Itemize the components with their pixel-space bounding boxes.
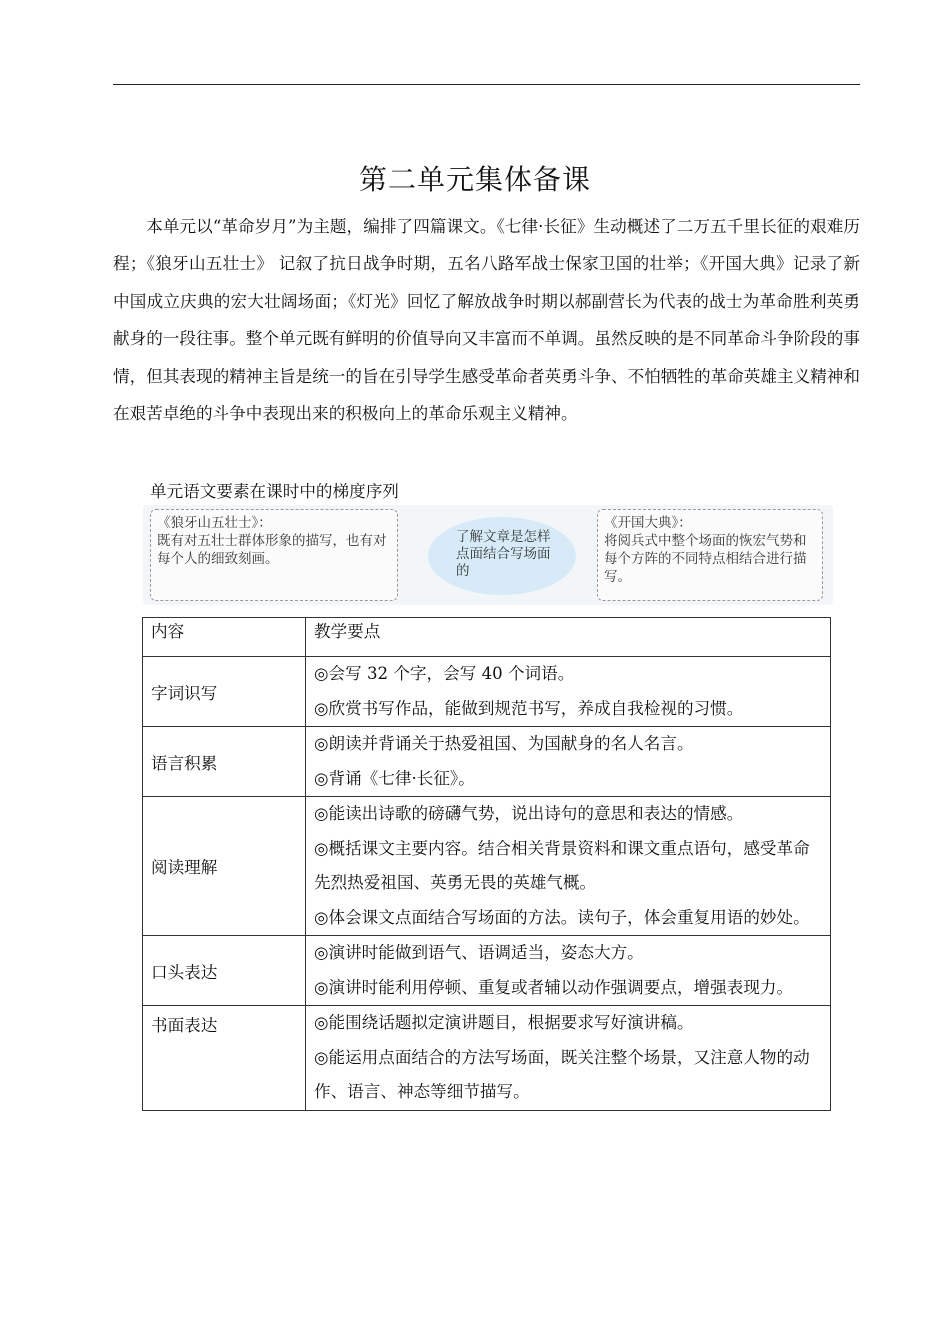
- table-header-cell: 教学要点: [306, 618, 831, 657]
- graphic-right-title: 《开国大典》：: [604, 515, 692, 531]
- table-header-cell: 内容: [143, 618, 306, 657]
- teaching-point: ◎会写 32 个字，会写 40 个词语。: [314, 664, 575, 683]
- intro-paragraph: 本单元以“革命岁月”为主题，编排了四篇课文。《七律·长征》生动概述了二万五千里长征的艰难历程；《狼牙山五壮士》 记叙了抗日战争时期，五名八路军战士保家卫国的壮举；《开国大典》记录了新中国成立庆典的宏大壮阔场面；《灯光》回忆了解放战争时期以郝副营长为代表的战士为革命胜利英勇献身的一段往事。整个单元既有鲜明的价值导向又丰富而不单调。虽然反映的是不同革命斗争阶段的事情，但其表现的精神主旨是统一的旨在引导学生感受革命者英勇斗争、不怕牺牲的革命英雄主义精神和在艰苦卓绝的斗争中表现出来的积极向上的革命乐观主义精神。: [113, 217, 860, 424]
- section-subheading: 单元语文要素在课时中的梯度序列: [150, 482, 399, 501]
- teaching-point: ◎演讲时能利用停顿、重复或者辅以动作强调要点，增强表现力。: [314, 977, 794, 997]
- teaching-point: ◎能围绕话题拟定演讲题目，根据要求写好演讲稿。: [314, 1013, 694, 1032]
- graphic-center-bubble: [428, 517, 576, 595]
- points-cell: [306, 1006, 831, 1111]
- teaching-point: ◎体会课文点面结合写场面的方法。读句子，体会重复用语的妙处。: [314, 907, 810, 927]
- category-cell: 阅读理解: [143, 797, 306, 936]
- teaching-points-table: [142, 617, 831, 1111]
- table-row: [143, 657, 831, 727]
- graphic-left-box: [150, 509, 398, 601]
- graphic-left-title: 《狼牙山五壮士》：: [157, 515, 272, 531]
- page-title: 第二单元集体备课: [358, 163, 591, 196]
- table-header-row: [143, 618, 831, 657]
- graphic-center-text: 了解文章是怎样点面结合写场面的: [456, 529, 551, 579]
- table-row: [143, 936, 831, 1006]
- points-cell: [306, 936, 831, 1006]
- category-cell: 语言积累: [143, 727, 306, 797]
- category-cell: 书面表达: [143, 1006, 306, 1111]
- gradient-sequence-graphic: [143, 505, 833, 605]
- points-cell: [306, 657, 831, 727]
- table-row: [143, 797, 831, 936]
- graphic-right-box: [597, 509, 823, 601]
- points-cell: [306, 797, 831, 936]
- table-row: [143, 1006, 831, 1111]
- graphic-right-text: 将阅兵式中整个场面的恢宏气势和每个方阵的不同特点相结合进行描写。: [604, 533, 807, 585]
- teaching-point: ◎背诵《七律·长征》。: [314, 768, 475, 788]
- table-row: [143, 727, 831, 797]
- teaching-point: ◎欣赏书写作品，能做到规范书写，养成自我检视的习惯。: [314, 698, 744, 718]
- teaching-point: ◎朗读并背诵关于热爱祖国、为国献身的名人名言。: [314, 734, 694, 753]
- teaching-point: ◎能运用点面结合的方法写场面，既关注整个场景，又注意人物的动作、语言、神态等细节描写。: [314, 1047, 810, 1101]
- header-rule: [113, 84, 860, 85]
- teaching-point: ◎概括课文主要内容。结合相关背景资料和课文重点语句，感受革命先烈热爱祖国、英勇无畏的英雄气概。: [314, 838, 810, 892]
- graphic-left-text: 既有对五壮士群体形象的描写，也有对每个人的细致刻画。: [157, 533, 387, 567]
- teaching-point: ◎能读出诗歌的磅礴气势，说出诗句的意思和表达的情感。: [314, 804, 744, 823]
- points-cell: [306, 727, 831, 797]
- category-cell: 口头表达: [143, 936, 306, 1006]
- category-cell: 字词识写: [143, 657, 306, 727]
- teaching-point: ◎演讲时能做到语气、语调适当，姿态大方。: [314, 943, 644, 962]
